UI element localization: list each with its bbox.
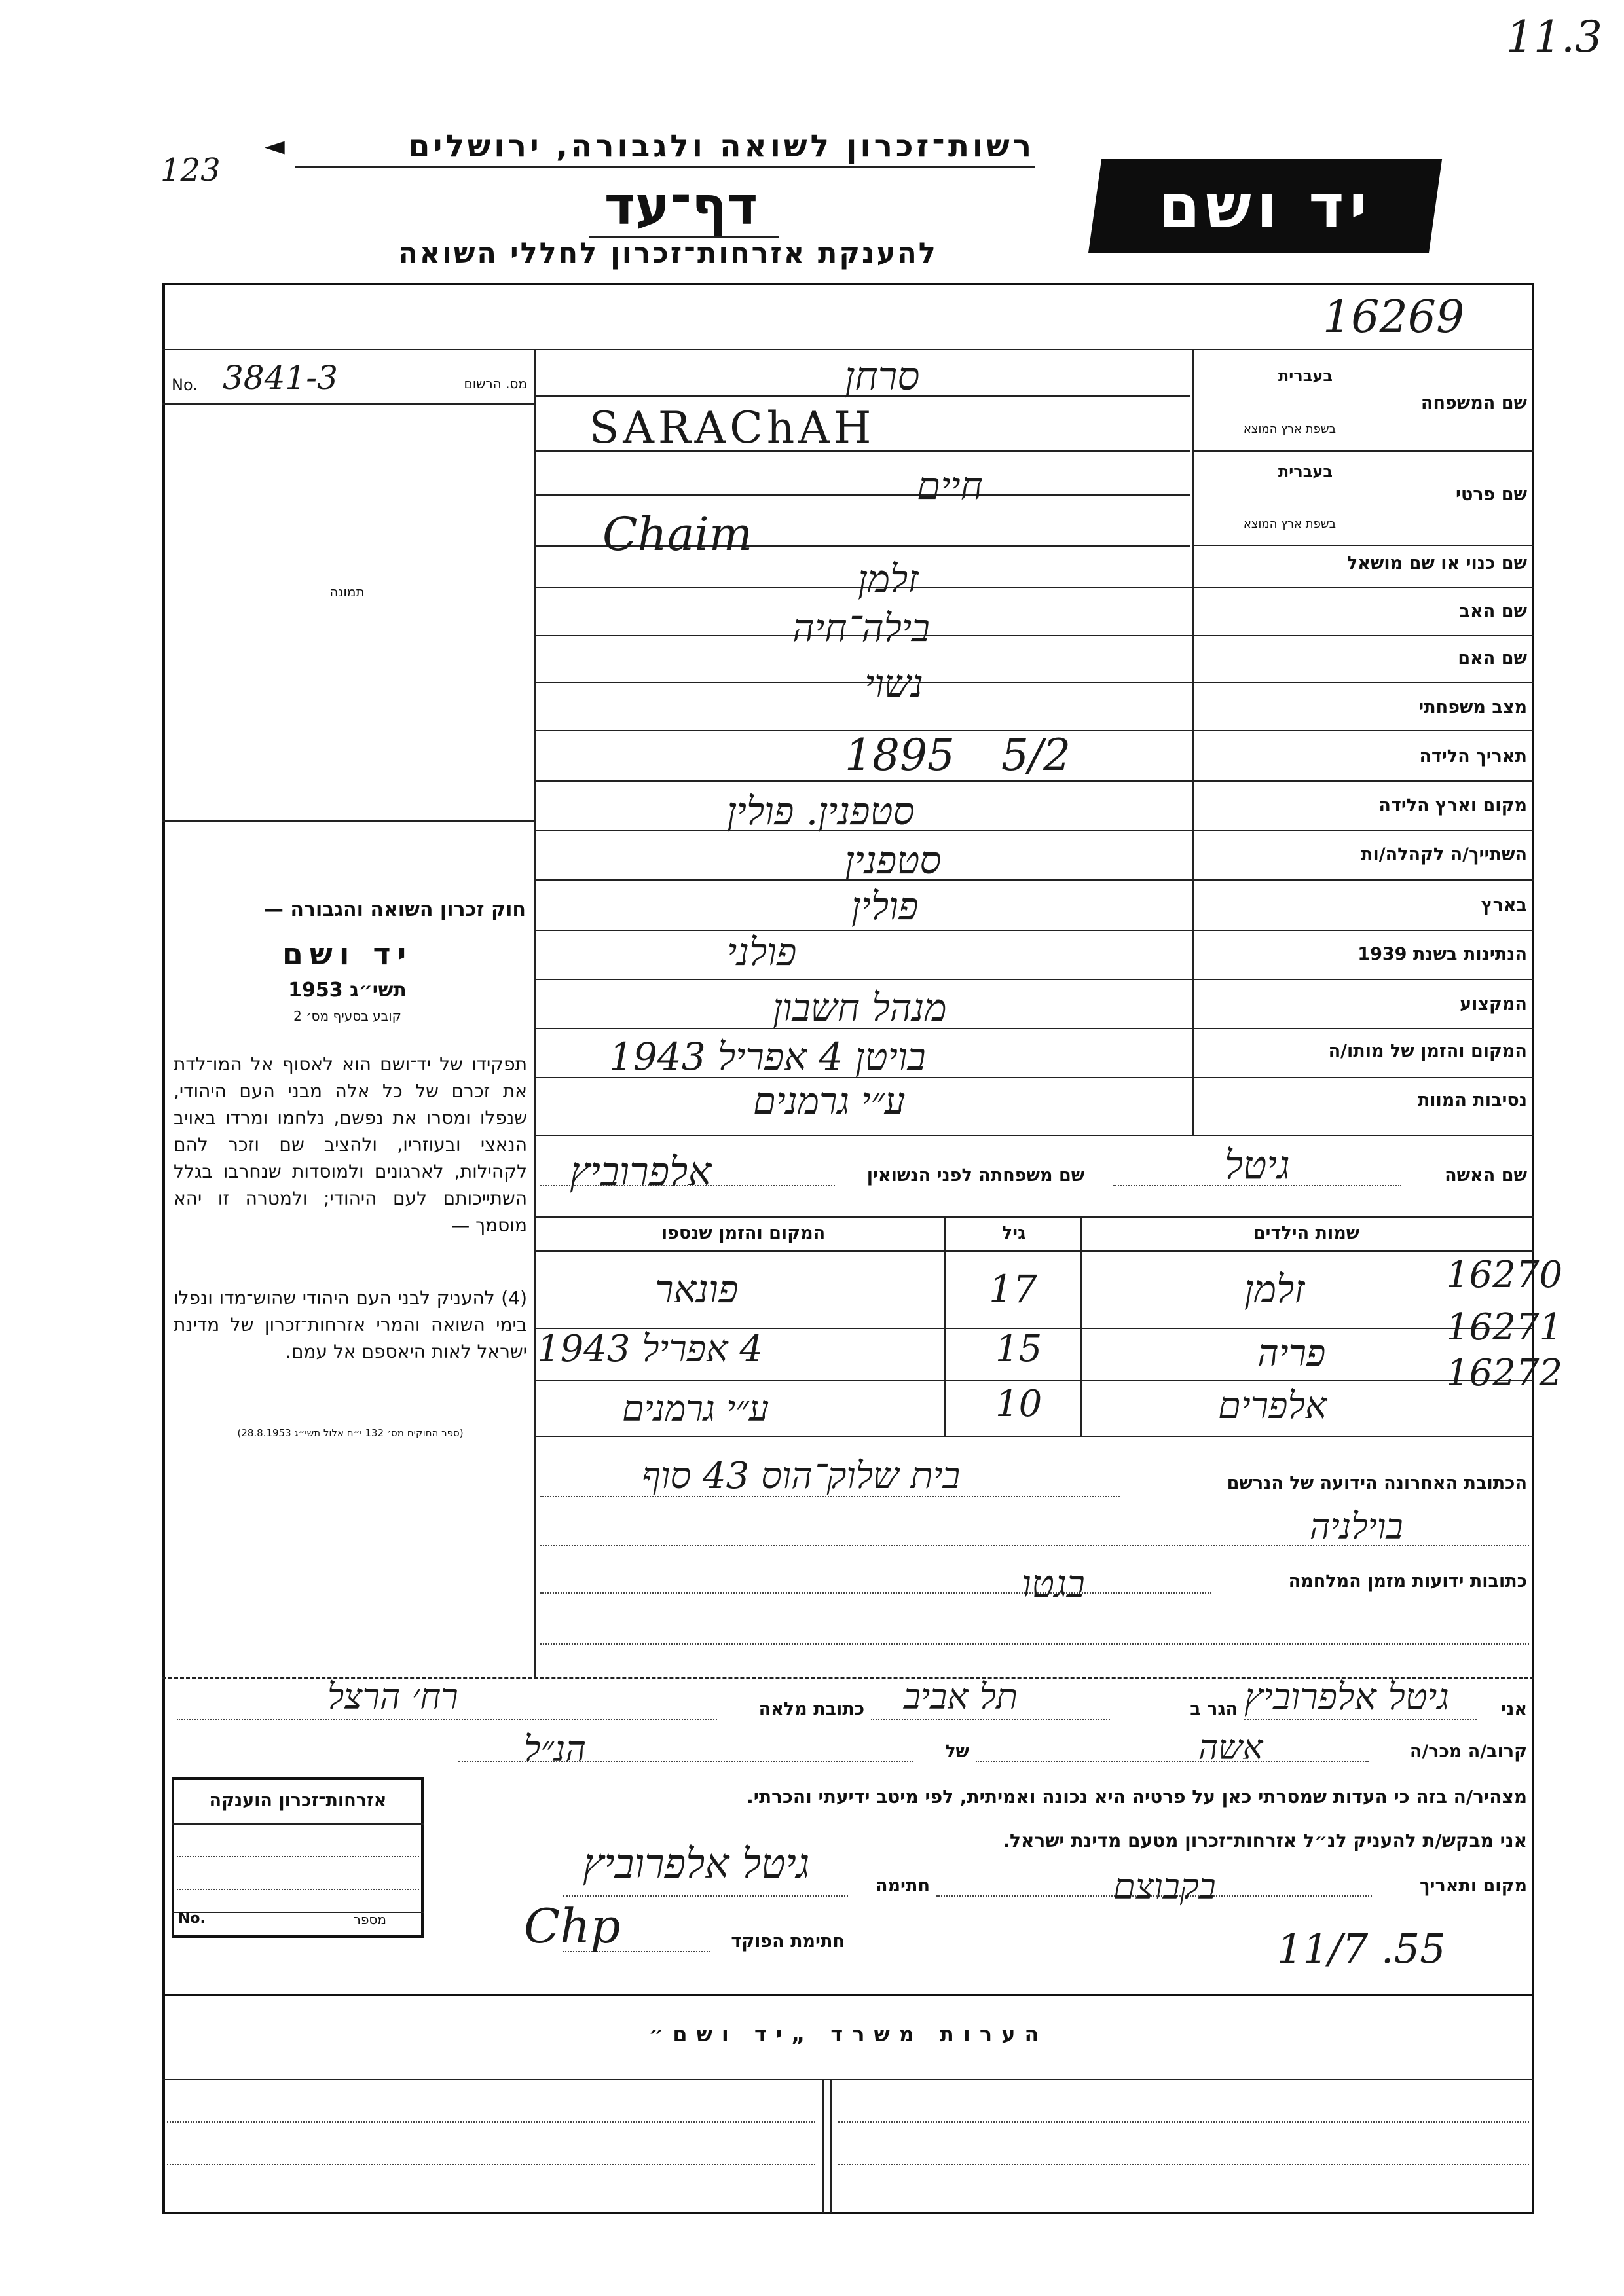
- law-footnote: (ספר החוקים מס׳ 132 י״ח אלול תשי״ג 28.8.1953): [237, 1427, 464, 1439]
- place-value: בקבוצם: [1113, 1866, 1216, 1907]
- mother-label: שם האם: [1458, 648, 1527, 668]
- resides-value: תל אביב: [904, 1676, 1018, 1717]
- registration-number: 3841-3: [223, 359, 338, 397]
- declarant-signature: גיטל אלפרוביץ: [583, 1840, 810, 1887]
- country-label: בארץ: [1481, 895, 1527, 915]
- form-subtitle: להענקת אזרחות־זכרון לחללי השואה: [398, 237, 938, 270]
- relative-label: קרוב/ה מכר/ה: [1409, 1741, 1527, 1762]
- children-age-header: גיל: [1001, 1223, 1026, 1243]
- certify-text: מצהיר/ה בזה כי העדות שמסרתי כאן על פרטיה היא נכונה ואמיתית, לפי מיטב ידיעתי והכרתי.: [747, 1786, 1527, 1808]
- child-name: פריה: [1257, 1332, 1326, 1375]
- yad-vashem-logo: [1088, 159, 1442, 253]
- country-value: פולין: [851, 884, 919, 928]
- war-address-label: כתובות ידועות מזמן המלחמה: [1288, 1571, 1527, 1592]
- first-name-orig-label: בשפת ארץ המוצא: [1243, 517, 1336, 531]
- child-number: 16270: [1446, 1254, 1563, 1296]
- first-name-original: Chaim: [602, 507, 753, 561]
- child-age: 17: [989, 1267, 1037, 1311]
- form-title: דף־עד: [604, 175, 758, 236]
- declaration-date: 11/7 .55: [1277, 1925, 1446, 1973]
- death-circumstances-label: נסיבות המוות: [1417, 1090, 1527, 1110]
- official-signature: Chp: [524, 1899, 621, 1954]
- law-heading: חוק זכרון השואה והגבורה —: [263, 898, 526, 921]
- marital-status-label: מצב משפחתי: [1418, 697, 1527, 718]
- law-name: יד ושם: [282, 936, 413, 972]
- child-name: זלמן: [1244, 1267, 1305, 1311]
- certificate-number-label: מספר: [353, 1912, 386, 1927]
- birth-date-value: 1895 5/2: [845, 730, 1071, 780]
- father-value: זלמן: [858, 556, 919, 601]
- law-clause: קובע בסעיף מס׳ 2: [293, 1008, 401, 1024]
- official-signature-label: חתימת הפוקד: [731, 1931, 845, 1952]
- of-value: הנ״ל: [524, 1728, 586, 1770]
- law-paragraph-1: תפקידו של יד־ושם הוא לאסוף אל המו־לדת את זכרם של כל אלה מבני העם היהודי, שנפלו ומסרו את נפשם, נלחמו ומרדו באויב הנאצי ובעוזריו, ולהציב שם וזכר להם לקהילות, לארגונים ולמוסדות שנחרבו בגלל השתייכותם לעם היהודי; ולמטרה זו יהא מוסמך —: [174, 1053, 527, 1236]
- profession-value: מנהל חשבון: [773, 985, 947, 1030]
- photo-label: תמונה: [329, 584, 365, 600]
- of-label: של: [945, 1741, 969, 1762]
- family-name-original: SARAChAH: [589, 403, 876, 453]
- citizenship-value: פולני: [727, 930, 797, 974]
- full-address-value: רח׳ הרצל: [327, 1676, 458, 1717]
- last-address-label: הכתובת האחרונה הידועה של הנרשם: [1227, 1473, 1527, 1493]
- death-circumstances-value: ע״י גרמנים: [753, 1080, 906, 1123]
- child-age: 10: [995, 1383, 1043, 1425]
- registration-label: מס. הרשום: [464, 376, 527, 392]
- child-number: 16272: [1446, 1352, 1563, 1394]
- relative-value: אשה: [1198, 1728, 1263, 1768]
- child-number: 16271: [1446, 1306, 1563, 1349]
- nickname-label: שם כנוי או שם מושאל: [1346, 553, 1527, 574]
- first-name-label: שם פרטי: [1456, 484, 1527, 505]
- citizenship-label: הנתינות בשנת 1939: [1357, 944, 1527, 964]
- wife-maiden-value: אלפרוביץ: [570, 1149, 712, 1195]
- child-place: 4 אפריל 1943: [537, 1328, 764, 1370]
- family-name-label: שם המשפחה: [1420, 393, 1527, 413]
- children-place-header: המקום והזמן שנספו: [661, 1223, 826, 1243]
- wife-value: גיטל: [1225, 1142, 1290, 1188]
- full-address-label: כתובת מלאה: [758, 1699, 864, 1719]
- declarant-name: גיטל אלפרוביץ: [1244, 1676, 1449, 1719]
- first-name-heb-label: בעברית: [1278, 462, 1333, 481]
- law-year: תשי״ג 1953: [288, 979, 407, 1002]
- corner-mark: 11.3: [1506, 12, 1602, 62]
- wife-label: שם האשה: [1445, 1165, 1527, 1186]
- certificate-no-label: No.: [178, 1910, 206, 1927]
- notes-title: הערות משרד „יד ושם״: [648, 2022, 1048, 2047]
- authority-heading: רשות־זכרון לשואה ולגבורה, ירושלים: [295, 128, 1035, 168]
- last-address-value: בית שלוק־הוס 43 סוף: [642, 1455, 961, 1497]
- page-number: 123: [160, 152, 221, 189]
- death-place-label: המקום והזמן של מותו/ה: [1328, 1041, 1527, 1061]
- birth-place-value: סטפנין. פולין: [727, 789, 915, 833]
- birth-date-label: תאריך הלידה: [1419, 746, 1527, 767]
- top-number: 16269: [1323, 291, 1465, 343]
- child-place: ע״י גרמנים: [622, 1388, 769, 1429]
- place-date-label: מקום ותאריך: [1419, 1876, 1527, 1896]
- war-address-value: בגטו: [1022, 1561, 1085, 1606]
- request-text: אני מבקש/ת להעניק לנ״ל אזרחות־זכרון מטעם מדינת ישראל.: [1003, 1830, 1527, 1851]
- father-label: שם האב: [1459, 601, 1527, 621]
- marital-status-value: נשוי: [864, 661, 923, 706]
- law-paragraph-2: (4) להעניק לבני העם היהודי שהוש־מדו ונפלו בימי השואה והמרי אזרחות־זכרון של מדינת ישראל לאות היאספם אל עמם.: [174, 1287, 527, 1362]
- signature-label: חתימה: [875, 1876, 930, 1896]
- community-label: השתייך/ה לקהלה/ות: [1361, 845, 1527, 865]
- family-name-orig-label: בשפת ארץ המוצא: [1243, 422, 1336, 436]
- death-place-value: בויטן 4 אפריל 1943: [609, 1034, 926, 1079]
- child-name: אלפרים: [1218, 1385, 1327, 1427]
- registration-no-label: No.: [172, 376, 198, 394]
- arrow-icon: ◄: [265, 131, 285, 161]
- profession-label: המקצוע: [1460, 994, 1527, 1014]
- birth-place-label: מקום וארץ הלידה: [1378, 795, 1527, 816]
- child-place: פונאר: [655, 1267, 739, 1311]
- wife-maiden-label: שם משפחתה לפני הנשואין: [866, 1165, 1085, 1186]
- declaration-i-label: אני: [1501, 1699, 1527, 1719]
- child-age: 15: [995, 1328, 1043, 1370]
- logo-text: יד ושם: [1158, 171, 1373, 242]
- family-name-hebrew: סרחן: [845, 354, 920, 399]
- mother-value: בילה־חיה: [792, 606, 930, 650]
- resides-label: הגר ב: [1190, 1699, 1238, 1719]
- community-value: סטפנין: [845, 838, 942, 883]
- children-names-header: שמות הילדים: [1253, 1223, 1360, 1243]
- certificate-title: אזרחות־זכרון הוענקה: [209, 1791, 387, 1811]
- last-address-value-2: בוילניה: [1310, 1506, 1403, 1547]
- first-name-hebrew: חיים: [917, 464, 983, 508]
- family-name-heb-label: בעברית: [1278, 367, 1333, 385]
